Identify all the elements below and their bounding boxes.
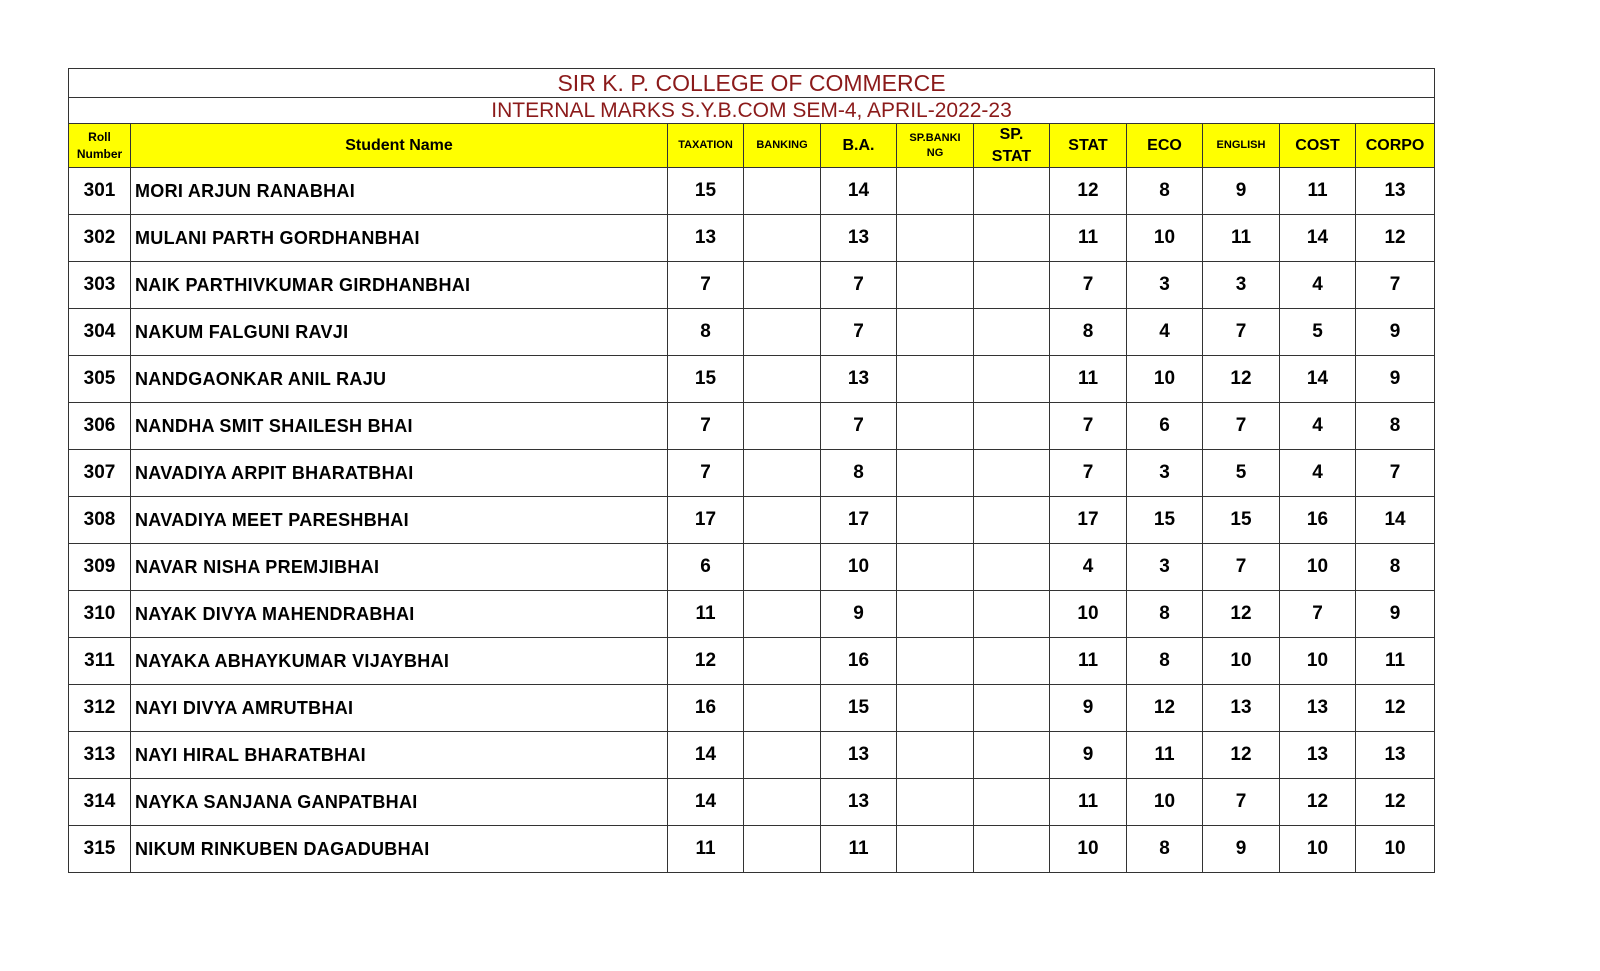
sp-banking-cell [897, 685, 974, 732]
banking-cell [744, 215, 821, 262]
sp-stat-cell [974, 168, 1050, 215]
ba-cell: 9 [821, 591, 897, 638]
student-name-cell: NAYI HIRAL BHARATBHAI [131, 732, 668, 779]
stat-cell: 8 [1050, 309, 1127, 356]
sp-banking-cell [897, 309, 974, 356]
col-header-taxation: TAXATION [668, 124, 744, 168]
sp-banking-cell [897, 497, 974, 544]
stat-cell: 10 [1050, 826, 1127, 873]
english-cell: 7 [1203, 309, 1280, 356]
sp-stat-line1: SP. [999, 126, 1024, 143]
stat-cell: 11 [1050, 215, 1127, 262]
english-cell: 11 [1203, 215, 1280, 262]
table-row [69, 356, 1435, 403]
roll-number-cell: 310 [69, 591, 131, 638]
sp-banking-line2: NG [926, 146, 944, 159]
banking-cell [744, 450, 821, 497]
english-cell: 7 [1203, 779, 1280, 826]
eco-cell: 8 [1127, 826, 1203, 873]
table-row [69, 309, 1435, 356]
corpo-cell: 12 [1356, 779, 1435, 826]
ba-cell: 13 [821, 356, 897, 403]
student-name-cell: NAKUM FALGUNI RAVJI [131, 309, 668, 356]
taxation-cell: 16 [668, 685, 744, 732]
col-header-ba: B.A. [821, 124, 897, 168]
col-header-corpo: CORPO [1356, 124, 1435, 168]
english-cell: 12 [1203, 591, 1280, 638]
ba-cell: 7 [821, 403, 897, 450]
col-header-eco: ECO [1127, 124, 1203, 168]
exam-subtitle: INTERNAL MARKS S.Y.B.COM SEM-4, APRIL-2022-23 [69, 98, 1435, 124]
sp-banking-cell [897, 732, 974, 779]
stat-cell: 11 [1050, 356, 1127, 403]
sp-banking-cell [897, 779, 974, 826]
stat-cell: 10 [1050, 591, 1127, 638]
eco-cell: 6 [1127, 403, 1203, 450]
roll-number-cell: 302 [69, 215, 131, 262]
cost-cell: 14 [1280, 356, 1356, 403]
table-row [69, 168, 1435, 215]
stat-cell: 7 [1050, 262, 1127, 309]
taxation-cell: 14 [668, 732, 744, 779]
table-row [69, 826, 1435, 873]
sp-banking-cell [897, 262, 974, 309]
english-cell: 7 [1203, 403, 1280, 450]
corpo-cell: 7 [1356, 450, 1435, 497]
roll-label-line1: Roll [88, 130, 111, 145]
eco-cell: 10 [1127, 215, 1203, 262]
sp-stat-cell [974, 262, 1050, 309]
sp-stat-line2: STAT [991, 147, 1032, 165]
taxation-cell: 12 [668, 638, 744, 685]
ba-cell: 13 [821, 215, 897, 262]
cost-cell: 10 [1280, 544, 1356, 591]
taxation-cell: 11 [668, 591, 744, 638]
english-cell: 12 [1203, 356, 1280, 403]
cost-cell: 13 [1280, 732, 1356, 779]
corpo-cell: 9 [1356, 309, 1435, 356]
banking-cell [744, 826, 821, 873]
sp-banking-cell [897, 544, 974, 591]
marks-table [68, 68, 1435, 873]
sp-stat-cell [974, 215, 1050, 262]
english-cell: 13 [1203, 685, 1280, 732]
eco-cell: 4 [1127, 309, 1203, 356]
table-row [69, 732, 1435, 779]
student-name-cell: NAYAK DIVYA MAHENDRABHAI [131, 591, 668, 638]
col-header-student-name: Student Name [131, 124, 668, 168]
ba-cell: 13 [821, 779, 897, 826]
sp-stat-cell [974, 685, 1050, 732]
stat-cell: 9 [1050, 685, 1127, 732]
banking-cell [744, 403, 821, 450]
student-rows [69, 168, 1435, 873]
banking-cell [744, 168, 821, 215]
cost-cell: 14 [1280, 215, 1356, 262]
corpo-cell: 8 [1356, 544, 1435, 591]
student-name-cell: NAYAKA ABHAYKUMAR VIJAYBHAI [131, 638, 668, 685]
eco-cell: 3 [1127, 262, 1203, 309]
col-header-sp-stat [974, 124, 1050, 168]
sp-banking-line1: SP.BANKI [909, 131, 961, 144]
corpo-cell: 13 [1356, 732, 1435, 779]
banking-cell [744, 356, 821, 403]
roll-number-cell: 315 [69, 826, 131, 873]
table-row [69, 403, 1435, 450]
roll-number-cell: 314 [69, 779, 131, 826]
sp-stat-cell [974, 497, 1050, 544]
banking-cell [744, 309, 821, 356]
english-cell: 10 [1203, 638, 1280, 685]
corpo-cell: 10 [1356, 826, 1435, 873]
ba-cell: 17 [821, 497, 897, 544]
roll-number-cell: 301 [69, 168, 131, 215]
sp-stat-cell [974, 403, 1050, 450]
banking-cell [744, 638, 821, 685]
cost-cell: 5 [1280, 309, 1356, 356]
stat-cell: 17 [1050, 497, 1127, 544]
eco-cell: 10 [1127, 356, 1203, 403]
taxation-cell: 14 [668, 779, 744, 826]
ba-cell: 10 [821, 544, 897, 591]
eco-cell: 12 [1127, 685, 1203, 732]
sp-stat-cell [974, 450, 1050, 497]
col-header-english: ENGLISH [1203, 124, 1280, 168]
sp-banking-cell [897, 450, 974, 497]
cost-cell: 11 [1280, 168, 1356, 215]
corpo-cell: 9 [1356, 591, 1435, 638]
cost-cell: 16 [1280, 497, 1356, 544]
taxation-cell: 15 [668, 356, 744, 403]
eco-cell: 3 [1127, 544, 1203, 591]
stat-cell: 12 [1050, 168, 1127, 215]
sp-banking-cell [897, 215, 974, 262]
sp-stat-cell [974, 826, 1050, 873]
table-row [69, 638, 1435, 685]
taxation-cell: 15 [668, 168, 744, 215]
student-name-cell: MULANI PARTH GORDHANBHAI [131, 215, 668, 262]
eco-cell: 8 [1127, 168, 1203, 215]
sp-banking-cell [897, 638, 974, 685]
eco-cell: 11 [1127, 732, 1203, 779]
table-row [69, 215, 1435, 262]
corpo-cell: 11 [1356, 638, 1435, 685]
table-row [69, 450, 1435, 497]
stat-cell: 7 [1050, 450, 1127, 497]
banking-cell [744, 591, 821, 638]
english-cell: 9 [1203, 826, 1280, 873]
stat-cell: 4 [1050, 544, 1127, 591]
sp-stat-cell [974, 732, 1050, 779]
student-name-cell: NANDHA SMIT SHAILESH BHAI [131, 403, 668, 450]
sp-banking-cell [897, 168, 974, 215]
corpo-cell: 7 [1356, 262, 1435, 309]
table-row [69, 497, 1435, 544]
roll-number-cell: 308 [69, 497, 131, 544]
english-cell: 9 [1203, 168, 1280, 215]
eco-cell: 15 [1127, 497, 1203, 544]
col-header-cost: COST [1280, 124, 1356, 168]
roll-number-cell: 303 [69, 262, 131, 309]
roll-number-cell: 313 [69, 732, 131, 779]
banking-cell [744, 732, 821, 779]
sp-banking-cell [897, 403, 974, 450]
sp-stat-cell [974, 356, 1050, 403]
corpo-cell: 12 [1356, 685, 1435, 732]
student-name-cell: NAVADIYA MEET PARESHBHAI [131, 497, 668, 544]
banking-cell [744, 262, 821, 309]
corpo-cell: 13 [1356, 168, 1435, 215]
student-name-cell: NAVAR NISHA PREMJIBHAI [131, 544, 668, 591]
corpo-cell: 12 [1356, 215, 1435, 262]
banking-cell [744, 779, 821, 826]
taxation-cell: 7 [668, 403, 744, 450]
col-header-sp-banking [897, 124, 974, 168]
cost-cell: 4 [1280, 450, 1356, 497]
student-name-cell: NAYI DIVYA AMRUTBHAI [131, 685, 668, 732]
cost-cell: 13 [1280, 685, 1356, 732]
ba-cell: 13 [821, 732, 897, 779]
cost-cell: 4 [1280, 262, 1356, 309]
stat-cell: 7 [1050, 403, 1127, 450]
sp-banking-cell [897, 826, 974, 873]
table-row [69, 262, 1435, 309]
stat-cell: 11 [1050, 638, 1127, 685]
ba-cell: 7 [821, 309, 897, 356]
cost-cell: 7 [1280, 591, 1356, 638]
col-header-roll-number [69, 124, 131, 168]
banking-cell [744, 685, 821, 732]
cost-cell: 12 [1280, 779, 1356, 826]
table-row [69, 544, 1435, 591]
corpo-cell: 9 [1356, 356, 1435, 403]
cost-cell: 10 [1280, 638, 1356, 685]
student-name-cell: NANDGAONKAR ANIL RAJU [131, 356, 668, 403]
cost-cell: 4 [1280, 403, 1356, 450]
student-name-cell: NAIK PARTHIVKUMAR GIRDHANBHAI [131, 262, 668, 309]
taxation-cell: 7 [668, 450, 744, 497]
sp-stat-cell [974, 309, 1050, 356]
ba-cell: 8 [821, 450, 897, 497]
column-header-row [69, 124, 1435, 168]
roll-number-cell: 312 [69, 685, 131, 732]
table-row [69, 591, 1435, 638]
roll-number-cell: 309 [69, 544, 131, 591]
sp-stat-cell [974, 544, 1050, 591]
roll-number-cell: 305 [69, 356, 131, 403]
roll-number-cell: 304 [69, 309, 131, 356]
ba-cell: 7 [821, 262, 897, 309]
roll-number-cell: 307 [69, 450, 131, 497]
college-title: SIR K. P. COLLEGE OF COMMERCE [69, 69, 1435, 98]
cost-cell: 10 [1280, 826, 1356, 873]
student-name-cell: NIKUM RINKUBEN DAGADUBHAI [131, 826, 668, 873]
sp-banking-cell [897, 591, 974, 638]
english-cell: 5 [1203, 450, 1280, 497]
student-name-cell: NAYKA SANJANA GANPATBHAI [131, 779, 668, 826]
taxation-cell: 8 [668, 309, 744, 356]
student-name-cell: NAVADIYA ARPIT BHARATBHAI [131, 450, 668, 497]
taxation-cell: 6 [668, 544, 744, 591]
roll-label-line2: Number [76, 146, 123, 161]
col-header-stat: STAT [1050, 124, 1127, 168]
english-cell: 7 [1203, 544, 1280, 591]
ba-cell: 16 [821, 638, 897, 685]
eco-cell: 3 [1127, 450, 1203, 497]
ba-cell: 14 [821, 168, 897, 215]
sp-stat-cell [974, 591, 1050, 638]
english-cell: 12 [1203, 732, 1280, 779]
stat-cell: 9 [1050, 732, 1127, 779]
eco-cell: 10 [1127, 779, 1203, 826]
banking-cell [744, 497, 821, 544]
eco-cell: 8 [1127, 591, 1203, 638]
corpo-cell: 8 [1356, 403, 1435, 450]
table-row [69, 685, 1435, 732]
sp-stat-cell [974, 779, 1050, 826]
taxation-cell: 7 [668, 262, 744, 309]
stat-cell: 11 [1050, 779, 1127, 826]
sp-banking-cell [897, 356, 974, 403]
student-name-cell: MORI ARJUN RANABHAI [131, 168, 668, 215]
banking-cell [744, 544, 821, 591]
roll-number-cell: 306 [69, 403, 131, 450]
eco-cell: 8 [1127, 638, 1203, 685]
taxation-cell: 13 [668, 215, 744, 262]
english-cell: 3 [1203, 262, 1280, 309]
ba-cell: 15 [821, 685, 897, 732]
english-cell: 15 [1203, 497, 1280, 544]
taxation-cell: 17 [668, 497, 744, 544]
sp-stat-cell [974, 638, 1050, 685]
taxation-cell: 11 [668, 826, 744, 873]
ba-cell: 11 [821, 826, 897, 873]
col-header-banking: BANKING [744, 124, 821, 168]
roll-number-cell: 311 [69, 638, 131, 685]
corpo-cell: 14 [1356, 497, 1435, 544]
table-row [69, 779, 1435, 826]
